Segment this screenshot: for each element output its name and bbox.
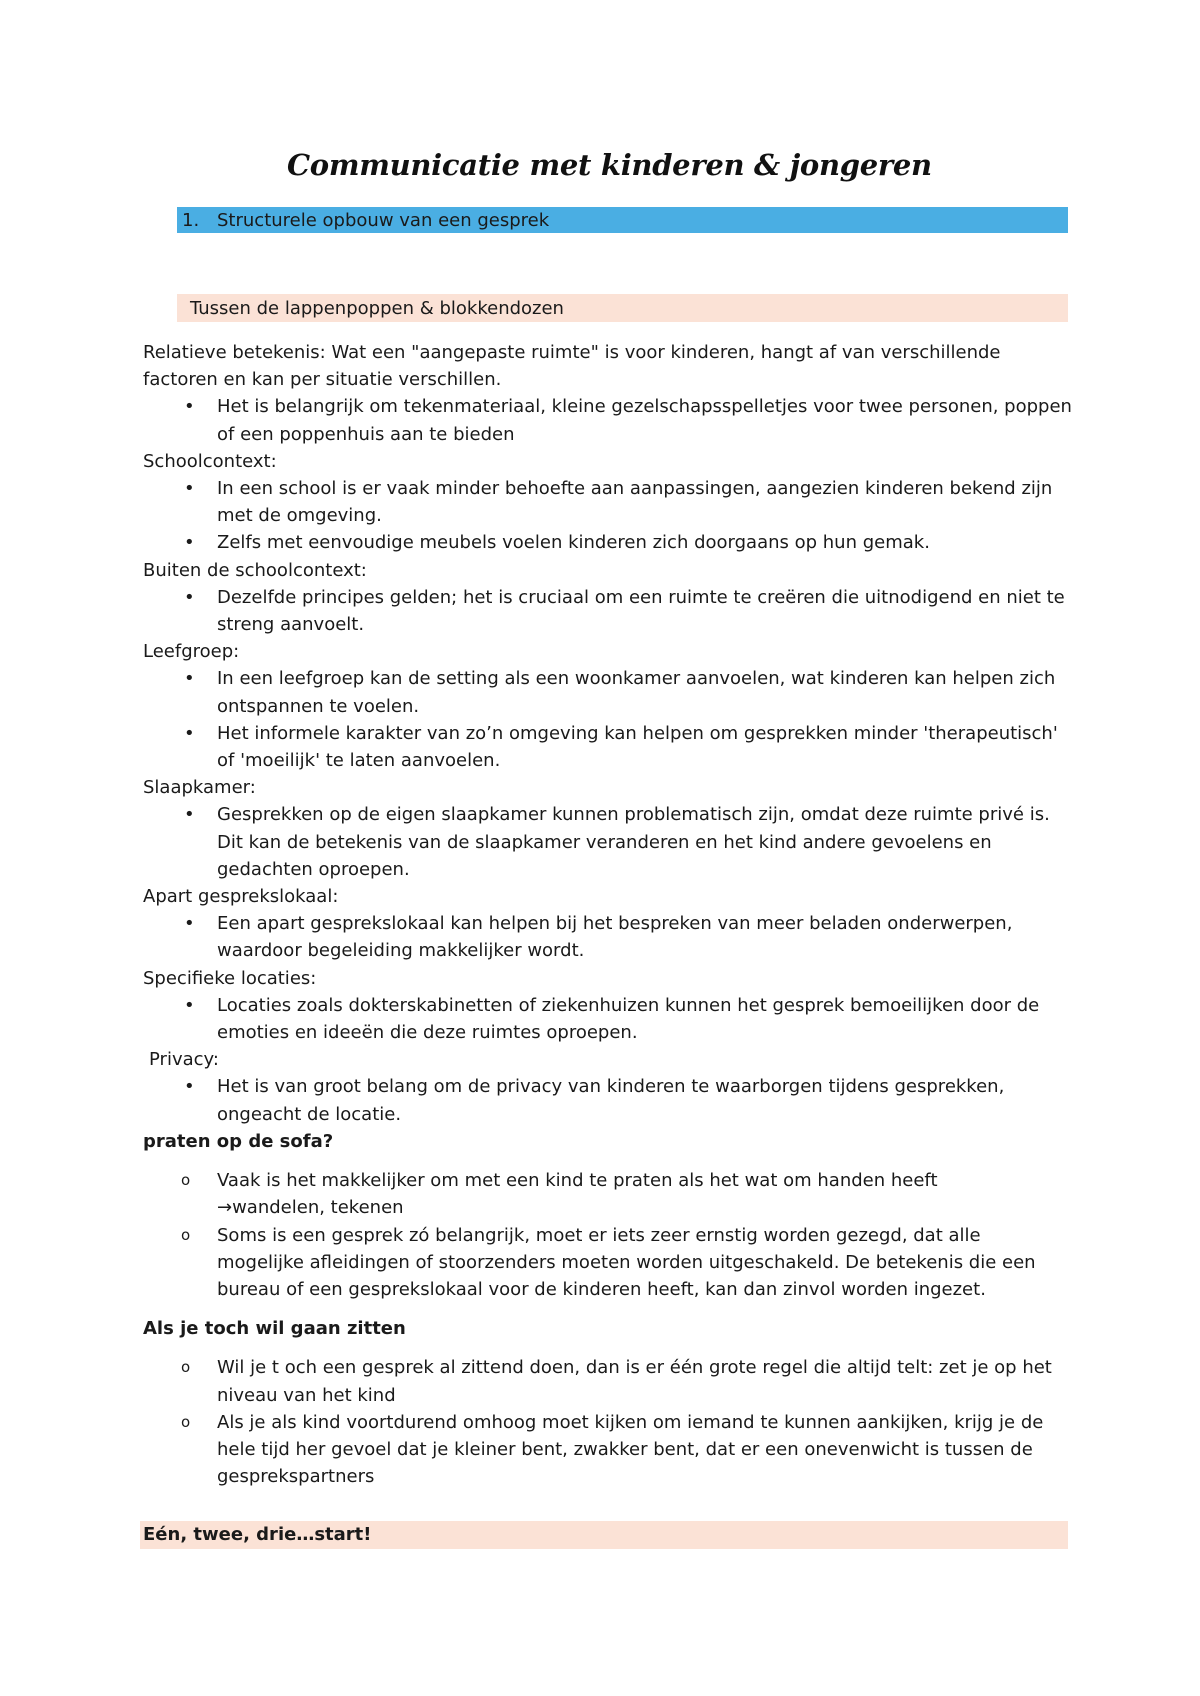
buiten-list <box>143 584 1073 638</box>
bullet-icon: • <box>184 722 195 744</box>
schoolcontext-label: Schoolcontext: <box>143 450 277 472</box>
bullet-icon: • <box>184 586 195 608</box>
privacy-label: Privacy: <box>149 1049 219 1071</box>
list-item: • Dezelfde principes gelden; het is cruciaal om een ruimte te creëren die uitnodigend en niet te streng aanvoelt. <box>143 584 1073 638</box>
relatieve-list <box>143 393 1073 447</box>
list-item: • Locaties zoals dokterskabinetten of ziekenhuizen kunnen het gesprek bemoeilijken door de emoties en ideeën die deze ruimtes oproepen. <box>143 992 1073 1046</box>
privacy-list <box>143 1073 1073 1127</box>
leefgroep-label: Leefgroep: <box>143 641 240 663</box>
section-heading-bar <box>177 207 1068 233</box>
circle-bullet-icon: o <box>181 1412 191 1431</box>
specifieke-label: Specifieke locaties: <box>143 967 317 989</box>
list-item: • Gesprekken op de eigen slaapkamer kunnen problematisch zijn, omdat deze ruimte privé is. Dit kan de betekenis van de slaapkamer veranderen en het kind andere gevoelens en gedachten oproepen. <box>143 801 1073 883</box>
bullet-icon: • <box>184 478 195 500</box>
subsection-heading-bar <box>177 294 1068 322</box>
document-body <box>143 339 1073 1490</box>
apart-list <box>143 910 1073 964</box>
relatieve-intro: Relatieve betekenis: Wat een "aangepaste ruimte" is voor kinderen, hangt af van verschillende factoren en kan per situatie verschillen. <box>143 342 1001 391</box>
bullet-icon: • <box>184 994 195 1016</box>
list-item: • Het is van groot belang om de privacy van kinderen te waarborgen tijdens gesprekken, ongeacht de locatie. <box>143 1073 1073 1127</box>
bullet-icon: • <box>184 532 195 554</box>
list-item: • Het is belangrijk om tekenmateriaal, kleine gezelschapsspelletjes voor twee personen, poppen of een poppenhuis aan te bieden <box>143 393 1073 447</box>
subsection-heading-bar-2 <box>140 1521 1068 1549</box>
slaapkamer-list <box>143 801 1073 883</box>
circle-bullet-icon: o <box>181 1171 191 1190</box>
list-item: o Als je als kind voortdurend omhoog moet kijken om iemand te kunnen aankijken, krijg je de hele tijd her gevoel dat je kleiner bent, zwakker bent, dat er een onevenwicht is tussen de gesprekspartners <box>143 1409 1073 1491</box>
list-item: o Wil je t och een gesprek al zittend doen, dan is er één grote regel die altijd telt: zet je op het niveau van het kind <box>143 1354 1073 1408</box>
list-item: • Het informele karakter van zo’n omgeving kan helpen om gesprekken minder 'therapeutisch' of 'moeilijk' te laten aanvoelen. <box>143 720 1073 774</box>
circle-bullet-icon: o <box>181 1358 191 1377</box>
bullet-icon: • <box>184 396 195 418</box>
list-item: • Zelfs met eenvoudige meubels voelen kinderen zich doorgaans op hun gemak. <box>143 529 1073 556</box>
section-number: 1. <box>182 210 200 231</box>
circle-bullet-icon: o <box>181 1225 191 1244</box>
bullet-icon: • <box>184 804 195 826</box>
list-item: • Een apart gesprekslokaal kan helpen bij het bespreken van meer beladen onderwerpen, waardoor begeleiding makkelijker wordt. <box>143 910 1073 964</box>
list-item: • In een leefgroep kan de setting als een woonkamer aanvoelen, wat kinderen kan helpen zich ontspannen te voelen. <box>143 665 1073 719</box>
bullet-icon: • <box>184 668 195 690</box>
zitten-heading: Als je toch wil gaan zitten <box>143 1318 406 1340</box>
slaapkamer-label: Slaapkamer: <box>143 777 256 799</box>
subsection-heading: Tussen de lappenpoppen & blokkendozen <box>190 298 564 319</box>
subsection-heading-2: Eén, twee, drie…start! <box>143 1524 372 1545</box>
section-heading: Structurele opbouw van een gesprek <box>217 210 550 231</box>
schoolcontext-list <box>143 475 1073 557</box>
arrow-line: →wandelen, tekenen <box>217 1197 404 1219</box>
leefgroep-list <box>143 665 1073 774</box>
buiten-label: Buiten de schoolcontext: <box>143 559 367 581</box>
bullet-icon: • <box>184 1076 195 1098</box>
specifieke-list <box>143 992 1073 1046</box>
list-item: o Soms is een gesprek zó belangrijk, moet er iets zeer ernstig worden gezegd, dat alle mogelijke afleidingen of stoorzenders moeten worden uitgeschakeld. De betekenis die een bureau of een gesprekslokaal voor de kinderen heeft, kan dan zinvol worden ingezet. <box>143 1222 1073 1304</box>
page-title: Communicatie met kinderen & jongeren <box>287 148 932 182</box>
zitten-list <box>143 1354 1073 1490</box>
list-item: • In een school is er vaak minder behoefte aan aanpassingen, aangezien kinderen bekend zijn met de omgeving. <box>143 475 1073 529</box>
sofa-list <box>143 1167 1073 1303</box>
list-item: o Vaak is het makkelijker om met een kind te praten als het wat om handen heeft →wandelen, tekenen <box>143 1167 1073 1221</box>
sofa-heading: praten op de sofa? <box>143 1130 334 1152</box>
apart-label: Apart gesprekslokaal: <box>143 886 339 908</box>
bullet-icon: • <box>184 913 195 935</box>
